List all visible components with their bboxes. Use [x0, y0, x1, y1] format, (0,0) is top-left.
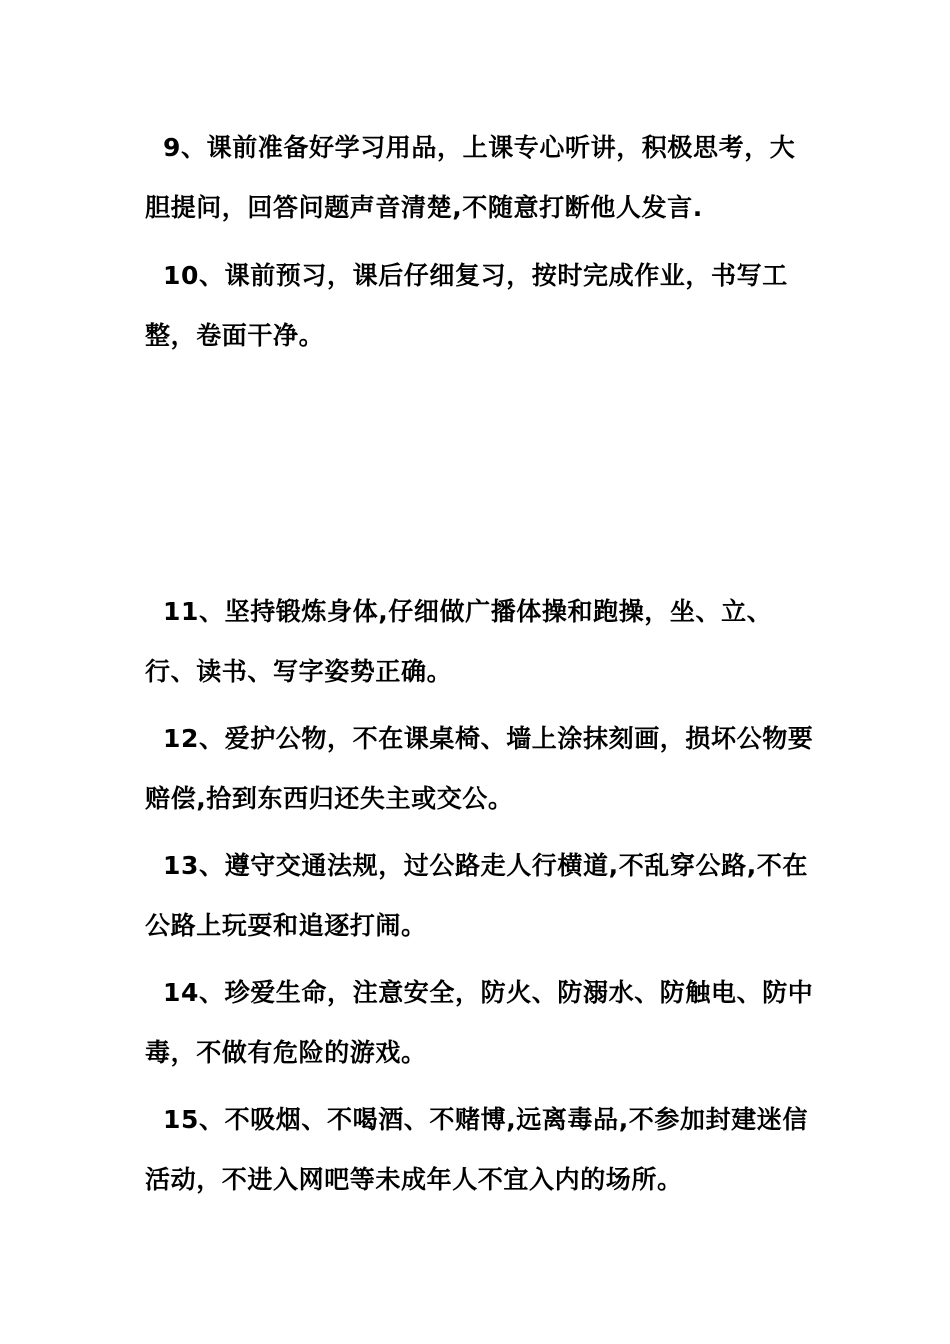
rule-item-9: 9、课前准备好学习用品，上课专心听讲，积极思考，大胆提问，回答问题声音清楚,不随意打断他人发言.	[145, 133, 796, 222]
rule-item-14: 14、珍爱生命，注意安全，防火、防溺水、防触电、防中毒，不做有危险的游戏。	[145, 978, 814, 1067]
rule-item-13: 13、遵守交通法规，过公路走人行横道,不乱穿公路,不在公路上玩耍和追逐打闹。	[145, 851, 808, 940]
rule-item-10: 10、课前预习，课后仔细复习，按时完成作业，书写工整，卷面干净。	[145, 261, 788, 350]
rule-item-15: 15、不吸烟、不喝酒、不赌博,远离毒品,不参加封建迷信活动，不进入网吧等未成年人不宜入内的场所。	[145, 1105, 808, 1194]
rule-item-12: 12、爱护公物，不在课桌椅、墙上涂抹刻画，损坏公物要赔偿,拾到东西归还失主或交公。	[145, 724, 814, 813]
rule-item-11: 11、坚持锻炼身体,仔细做广播体操和跑操，坐、立、行、读书、写字姿势正确。	[145, 597, 773, 686]
